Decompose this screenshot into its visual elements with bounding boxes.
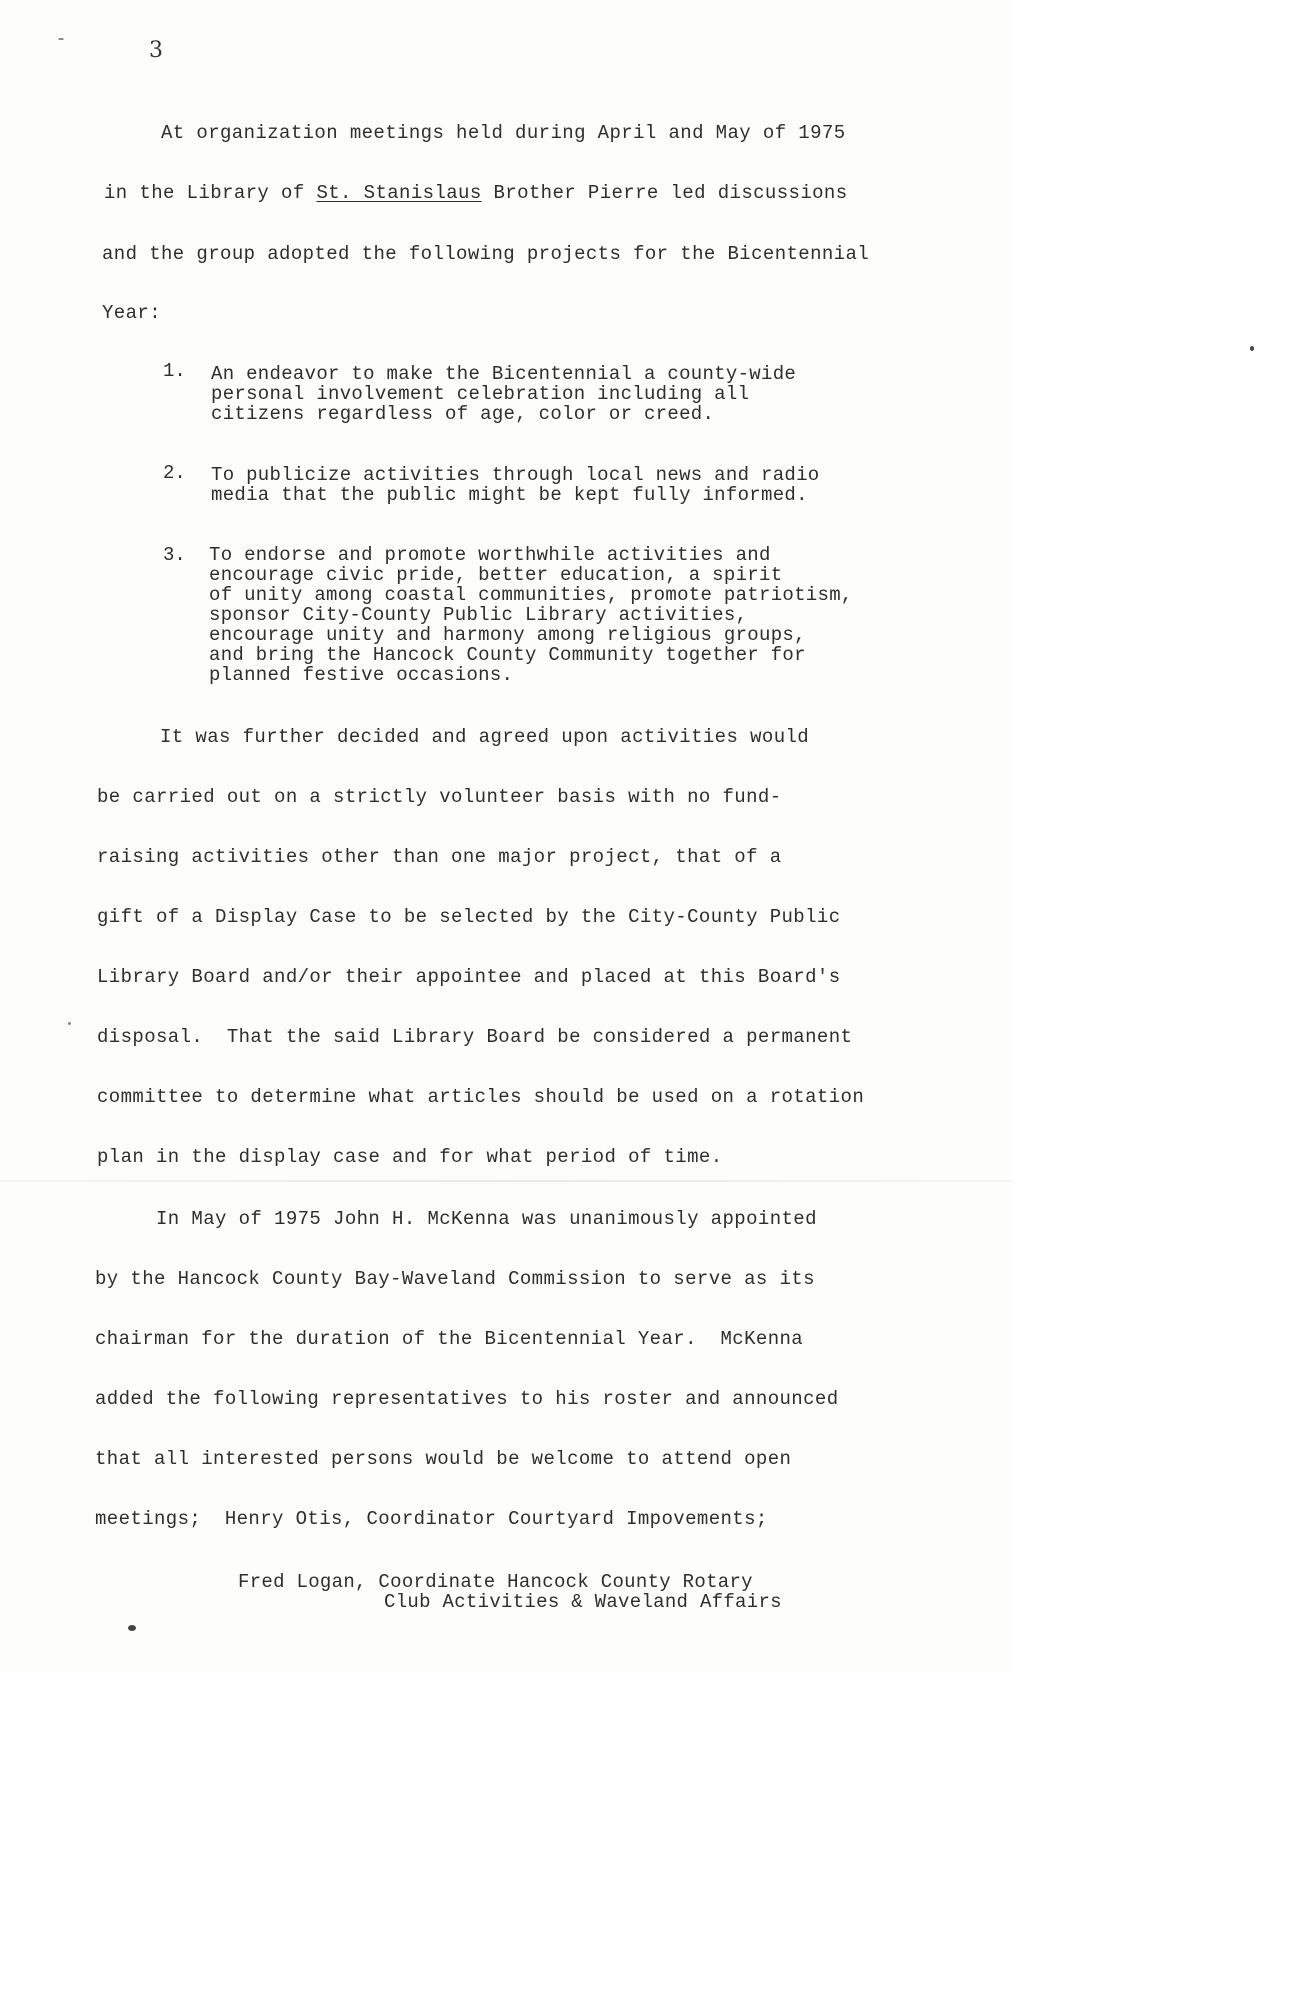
roster-line2: Club Activities & Waveland Affairs [384,1591,782,1613]
para3-line5: that all interested persons would be welcome to attend open [95,1448,792,1470]
item-3-number: 3. [163,544,186,566]
item-3-line2: encourage civic pride, better education, a spirit [209,564,783,586]
page-number: 3 [149,38,163,63]
item-3-line7: planned festive occasions. [209,664,514,686]
item-2-line2: media that the public might be kept fully informed. [211,484,808,506]
para2-line6: disposal. That the said Library Board be considered a permanent [97,1026,853,1048]
para3-line1: In May of 1975 John H. McKenna was unanimously appointed [156,1208,817,1230]
scan-speck [128,1625,136,1631]
item-2-number: 2. [163,462,186,484]
para2-line8: plan in the display case and for what period of time. [97,1146,723,1168]
para1-line2 [104,182,848,204]
item-2-line1: To publicize activities through local news and radio [211,464,820,486]
item-3-line6: and bring the Hancock County Community together for [209,644,806,666]
para3-line2: by the Hancock County Bay-Waveland Commission to serve as its [95,1268,815,1290]
para2-line7: committee to determine what articles should be used on a rotation [97,1086,865,1108]
item-1-line1: An endeavor to make the Bicentennial a county-wide [211,363,797,385]
item-3-line4: sponsor City-County Public Library activities, [209,604,748,626]
para3-line3: chairman for the duration of the Bicentennial Year. McKenna [95,1328,804,1350]
item-3-line5: encourage unity and harmony among religious groups, [209,624,806,646]
scan-speck [1250,346,1254,351]
school-name-underlined: St. Stanislaus [316,182,482,204]
scan-speck [58,38,64,40]
item-1-line3: citizens regardless of age, color or creed. [211,403,715,425]
para1-line2-post: Brother Pierre led discussions [481,182,848,204]
item-3-line3: of unity among coastal communities, promote patriotism, [209,584,853,606]
item-1-line2: personal involvement celebration including all [211,383,750,405]
para2-line1: It was further decided and agreed upon activities would [160,726,810,748]
para2-line3: raising activities other than one major project, that of a [97,846,782,868]
para1-line3: and the group adopted the following projects for the Bicentennial [102,243,870,265]
para3-line4: added the following representatives to his roster and announced [95,1388,839,1410]
item-1-number: 1. [163,360,186,382]
scan-speck [68,1022,71,1025]
paper-fold-line [0,1180,1012,1182]
item-3-line1: To endorse and promote worthwhile activities and [209,544,771,566]
para1-line1: At organization meetings held during April and May of 1975 [161,122,846,144]
para1-line4: Year: [102,302,162,324]
roster-line1: Fred Logan, Coordinate Hancock County Rotary [238,1571,753,1593]
para2-line2: be carried out on a strictly volunteer basis with no fund- [97,786,782,808]
para3-line6: meetings; Henry Otis, Coordinator Courtyard Impovements; [95,1508,768,1530]
para1-line2-pre: in the Library of [104,182,317,204]
para2-line4: gift of a Display Case to be selected by the City-County Public [97,906,841,928]
para2-line5: Library Board and/or their appointee and placed at this Board's [97,966,841,988]
